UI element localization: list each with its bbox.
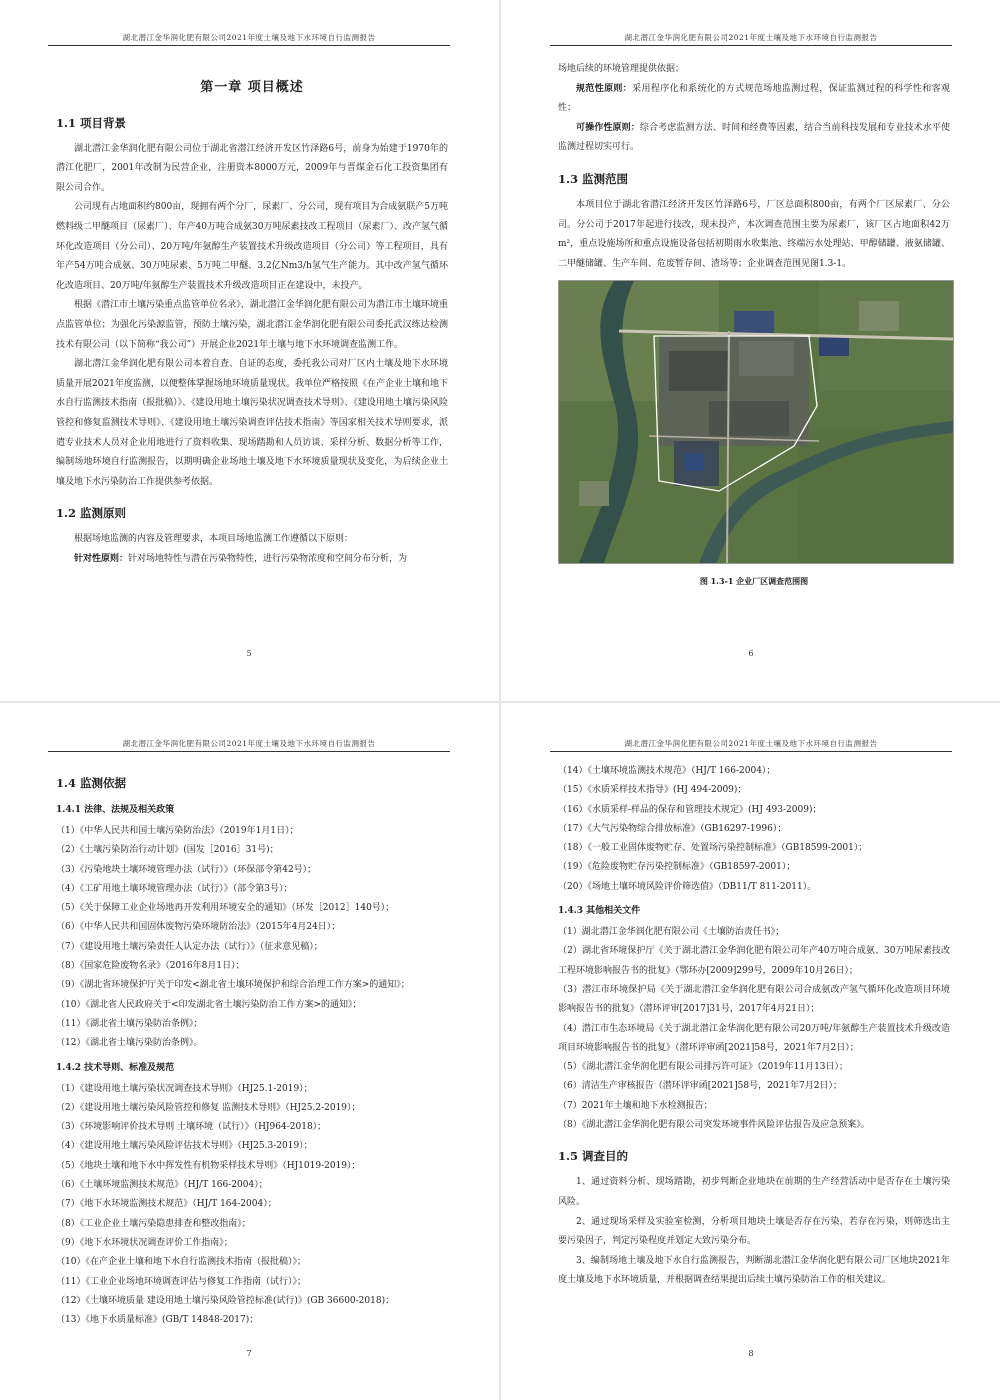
laws-list [56, 822, 448, 1054]
list-item: （8）《工业企业土壤污染隐患排查和整改指南》； [56, 1218, 251, 1229]
paragraph: 3、编制场地土壤及地下水自行监测报告，判断湖北潜江金华润化肥有限公司厂区地块2021年度土壤及地下水环境质量，并根据调查结果提出后续土壤污染防治工作的相关建议。 [558, 1255, 950, 1286]
page-number: 6 [748, 649, 754, 658]
list-item: （10）《在产企业土壤和地下水自行监测技术指南（报批稿）》； [56, 1257, 306, 1268]
list-item: （11）《工业企业场地环境调查评估与修复工作指南（试行）》； [56, 1276, 306, 1287]
section-title-1-2: 1.2 监测原则 [56, 506, 127, 521]
subsection-title-1-4-1: 1.4.1 法律、法规及相关政策 [56, 805, 175, 815]
list-item: （2）湖北省环境保护厅《关于湖北潜江金华润化肥有限公司年产40万吨合成氨、30万吨尿素技改工程环境影响报告书的批复》（鄂环办[2009]299号，2009年10月26日）； [558, 946, 950, 976]
list-item: （8）《国家危险废物名录》（2016年8月1日）； [56, 961, 245, 972]
aims-list [558, 1173, 950, 1291]
paragraph: 根据《潜江市土壤污染重点监管单位名录》，湖北潜江金华润化肥有限公司为潜江市土壤环境重点监管单位；为强化污染源监管，预防土壤污染，湖北潜江金华润化肥有限公司委托武汉练达检测技术有限公司（以下简称“我公司”）开展企业2021年土壤与地下水环境调查监测工作。 [56, 300, 448, 350]
list-item: （3）潜江市环境保护局《关于湖北潜江金华润化肥有限公司合成氨改产氢气循环化改造项目环境影响报告书的批复》（潜环评审[2017]31号，2017年4月21日）； [558, 984, 950, 1015]
principle-text: 综合考虑监测方法、时间和经费等因素，结合当前科技发展和专业技术水平使监测过程切实可行。 [558, 122, 950, 153]
subsection-title-1-4-3: 1.4.3 其他相关文件 [558, 906, 641, 917]
page-number: 5 [246, 649, 252, 658]
paragraph [56, 550, 448, 570]
running-header: 湖北潜江金华润化肥有限公司2021年度土壤及地下水环境自行监测报告 [48, 32, 450, 46]
list-item: （1）湖北潜江金华润化肥有限公司《土壤防治责任书》； [558, 927, 785, 938]
list-item: （9）《湖北省环境保护厅关于印发<湖北省土壤环境保护和综合治理工作方案>的通知》； [56, 980, 410, 991]
site-aerial-map [558, 280, 954, 564]
list-item: （9）《地下水环境状况调查评价工作指南》； [56, 1237, 233, 1248]
list-item: （15）《水质采样技术指导》(HJ 494-2009)； [558, 785, 747, 796]
principle-label: 规范性原则： [576, 83, 633, 94]
principle-text: 针对场地特性与潜在污染物特性，进行污染物浓度和空间分布分析，为 [128, 553, 408, 564]
list-item: （5）《湖北潜江金华润化肥有限公司排污许可证》（2019年11月13日）； [558, 1062, 849, 1073]
page-divider [0, 701, 1000, 703]
files-list [558, 923, 950, 1135]
list-item: （1）《中华人民共和国土壤污染防治法》（2019年1月1日）； [56, 826, 299, 836]
paragraph: 公司现有占地面积约800亩，现拥有两个分厂，尿素厂、分公司，现有项目为合成氨联产5万吨燃料级二甲醚项目（尿素厂）、年产40万吨合成氨30万吨尿素技改工程项目（尿素厂）、改产氢气循环化改造项目（分公司）、20万吨/年氨醇生产装置技术升级改造项目（分公司）等工程项目，具有年产54万吨合成氨、30万吨尿素、5万吨二甲醚、3.2亿Nm3/h氢气生产能力。其中改产氢气循环化改造项目、20万吨/年氨醇生产装置技术升级改造项目正在建设中，未投产。 [56, 202, 448, 291]
figure-caption: 图 1.3-1 企业厂区调查范围图 [699, 576, 809, 587]
list-item: （11）《湖北省土壤污染防治条例》； [56, 1018, 203, 1029]
list-item: （7）《建设用地土壤污染责任人认定办法（试行）》（征求意见稿）； [56, 941, 323, 952]
page-number: 7 [246, 1349, 252, 1358]
list-item: （18）《一般工业固体废物贮存、处置场污染控制标准》（GB18599-2001）； [558, 843, 868, 854]
list-item: （2）《建设用地土壤污染风险管控和修复 监测技术导则》（HJ25.2-2019）； [56, 1102, 361, 1113]
page-number: 8 [748, 1349, 754, 1358]
list-item: （6）清洁生产审核报告（潜环评审函[2021]58号，2021年7月2日）； [558, 1081, 842, 1092]
list-item: （14）《土壤环境监测技术规范》（HJ/T 166-2004）； [558, 766, 776, 776]
list-item: （10）《湖北省人民政府关于<印发湖北省土壤污染防治工作方案>的通知》； [56, 999, 362, 1010]
paragraph: 本项目位于湖北省潜江经济开发区竹泽路6号，厂区总面积800亩，有两个厂区尿素厂、分公司。分公司于2017年起进行技改，现未投产，本次调查范围主要为尿素厂，该厂区占地面积42万m²，重点设施场所和重点设施设备包括初期雨水收集池、终端污水处理站、甲醇储罐、液氨储罐、二甲醚储罐、生产车间、危废暂存间、渣场等；企业调查范围见图1.3-1。 [558, 199, 950, 269]
list-item: （20）《场地土壤环境风险评价筛选值》（DB11/T 811-2011）。 [558, 881, 817, 892]
list-item: （3）《环境影响评价技术导则 土壤环境（试行）》（HJ964-2018）； [56, 1122, 327, 1133]
page-divider [499, 0, 501, 1400]
section-title-1-1: 1.1 项目背景 [56, 115, 127, 130]
list-item: （6）《土壤环境监测技术规范》（HJ/T 166-2004）； [56, 1180, 268, 1191]
principle-text: 采用程序化和系统化的方式规范场地监测过程，保证监测过程的科学性和客观性； [558, 83, 950, 114]
aerial-image [559, 281, 953, 563]
list-item: （16）《水质采样-样品的保存和管理技术规定》(HJ 493-2009)； [558, 804, 822, 815]
page-6 [502, 0, 1000, 700]
paragraph: 1、通过资料分析、现场踏勘，初步判断企业地块在前期的生产经营活动中是否存在土壤污染风险。 [558, 1177, 950, 1207]
principle-label: 针对性原则： [74, 553, 129, 564]
chapter-title: 第一章 项目概述 [200, 80, 304, 95]
list-item: （8）《湖北潜江金华润化肥有限公司突发环境事件风险评估报告及应急预案》。 [558, 1120, 870, 1131]
section-title-1-3: 1.3 监测范围 [558, 171, 629, 186]
list-item: （12）《湖北省土壤污染防治条例》。 [56, 1038, 203, 1049]
page-7 [0, 704, 498, 1400]
list-item: （4）《工矿用地土壤环境管理办法（试行）》（部令第3号）； [56, 883, 293, 894]
paragraph: 场地后续的环境管理提供依据； [558, 64, 685, 74]
page-8 [502, 704, 1000, 1400]
paragraph [558, 80, 950, 119]
paragraph [558, 119, 950, 158]
paragraph: 湖北潜江金华润化肥有限公司本着自查、自证的态度，委托我公司对厂区内土壤及地下水环境质量开展2021年度监测，以便整体掌握场地环境质量现状。我单位严格按照《在产企业土壤和地下水自行监测技术指南（报批稿）》、《建设用地土壤污染状况调查技术导则》、《建设用地土壤污染风险管控和修复监测技术导则》、《建设用地土壤污染调查评估技术指南》等国家相关技术导则要求，派遣专业技术人员对企业用地进行了资料收集、现场踏勘和人员访谈、采样分析、数据分析等工作，编制场地环境自行监测报告，以期明确企业场地土壤及地下水环境质量现状及变化，为后续企业土壤及地下水污染防治工作提供参考依据。 [56, 359, 448, 487]
list-item: （1）《建设用地土壤污染状况调查技术导则》（HJ25.1-2019）； [56, 1083, 313, 1094]
list-item: （3）《污染地块土壤环境管理办法（试行）》（环保部令第42号）； [56, 864, 317, 875]
list-item: （19）《危险废物贮存污染控制标准》（GB18597-2001）； [558, 862, 796, 873]
standards-list-continued [558, 762, 950, 897]
section-title-1-5: 1.5 调查目的 [558, 1149, 629, 1164]
list-item: （6）《中华人民共和国固体废物污染环境防治法》（2015年4月24日）； [56, 922, 341, 933]
list-item: （5）《地块土壤和地下水中挥发性有机物采样技术导则》（HJ1019-2019）； [56, 1160, 361, 1171]
list-item: （4）潜江市生态环境局《关于湖北潜江金华润化肥有限公司20万吨/年氨醇生产装置技术升级改造项目环境影响报告书的批复》（潜环评审函[2021]58号，2021年7月2日）； [558, 1023, 950, 1053]
running-header: 湖北潜江金华润化肥有限公司2021年度土壤及地下水环境自行监测报告 [550, 32, 952, 46]
list-item: （17）《大气污染物综合排放标准》（GB16297-1996）； [558, 823, 787, 834]
running-header: 湖北潜江金华润化肥有限公司2021年度土壤及地下水环境自行监测报告 [48, 738, 450, 752]
subsection-title-1-4-2: 1.4.2 技术导则、标准及规范 [56, 1062, 175, 1073]
section-title-1-4: 1.4 监测依据 [56, 776, 127, 790]
list-item: （13）《地下水质量标准》(GB/T 14848-2017)； [56, 1315, 259, 1326]
paragraph: 2、通过现场采样及实验室检测，分析项目地块土壤是否存在污染，若存在污染，则筛选出主要污染因子，判定污染程度并划定大致污染分布。 [558, 1216, 950, 1247]
running-header: 湖北潜江金华润化肥有限公司2021年度土壤及地下水环境自行监测报告 [550, 738, 952, 752]
list-item: （2）《土壤污染防治行动计划》(国发［2016］31号)； [56, 845, 279, 856]
list-item: （7）《地下水环境监测技术规范》（HJ/T 164-2004）； [56, 1199, 277, 1210]
list-item: （7）2021年土壤和地下水检测报告； [558, 1100, 713, 1111]
list-item: （5）《关于保障工业企业场地再开发利用环境安全的通知》（环发［2012］140号）； [56, 903, 395, 914]
list-item: （4）《建设用地土壤污染风险评估技术导则》（HJ25.3-2019）； [56, 1141, 313, 1152]
paragraph: 根据场地监测的内容及管理要求，本项目场地监测工作遵循以下原则： [74, 534, 354, 545]
page-5 [0, 0, 498, 700]
list-item: （12）《土壤环境质量 建设用地土壤污染风险管控标准(试行)》(GB 36600-2018)； [56, 1295, 395, 1306]
paragraph: 湖北潜江金华润化肥有限公司位于湖北省潜江经济开发区竹泽路6号，前身为始建于1970年的潜江化肥厂，2001年改制为民营企业，注册资本8000万元，2009年与晋煤金石化工投资集团有限公司合作。 [56, 143, 448, 193]
principle-label: 可操作性原则： [576, 122, 640, 133]
standards-list [56, 1080, 448, 1331]
